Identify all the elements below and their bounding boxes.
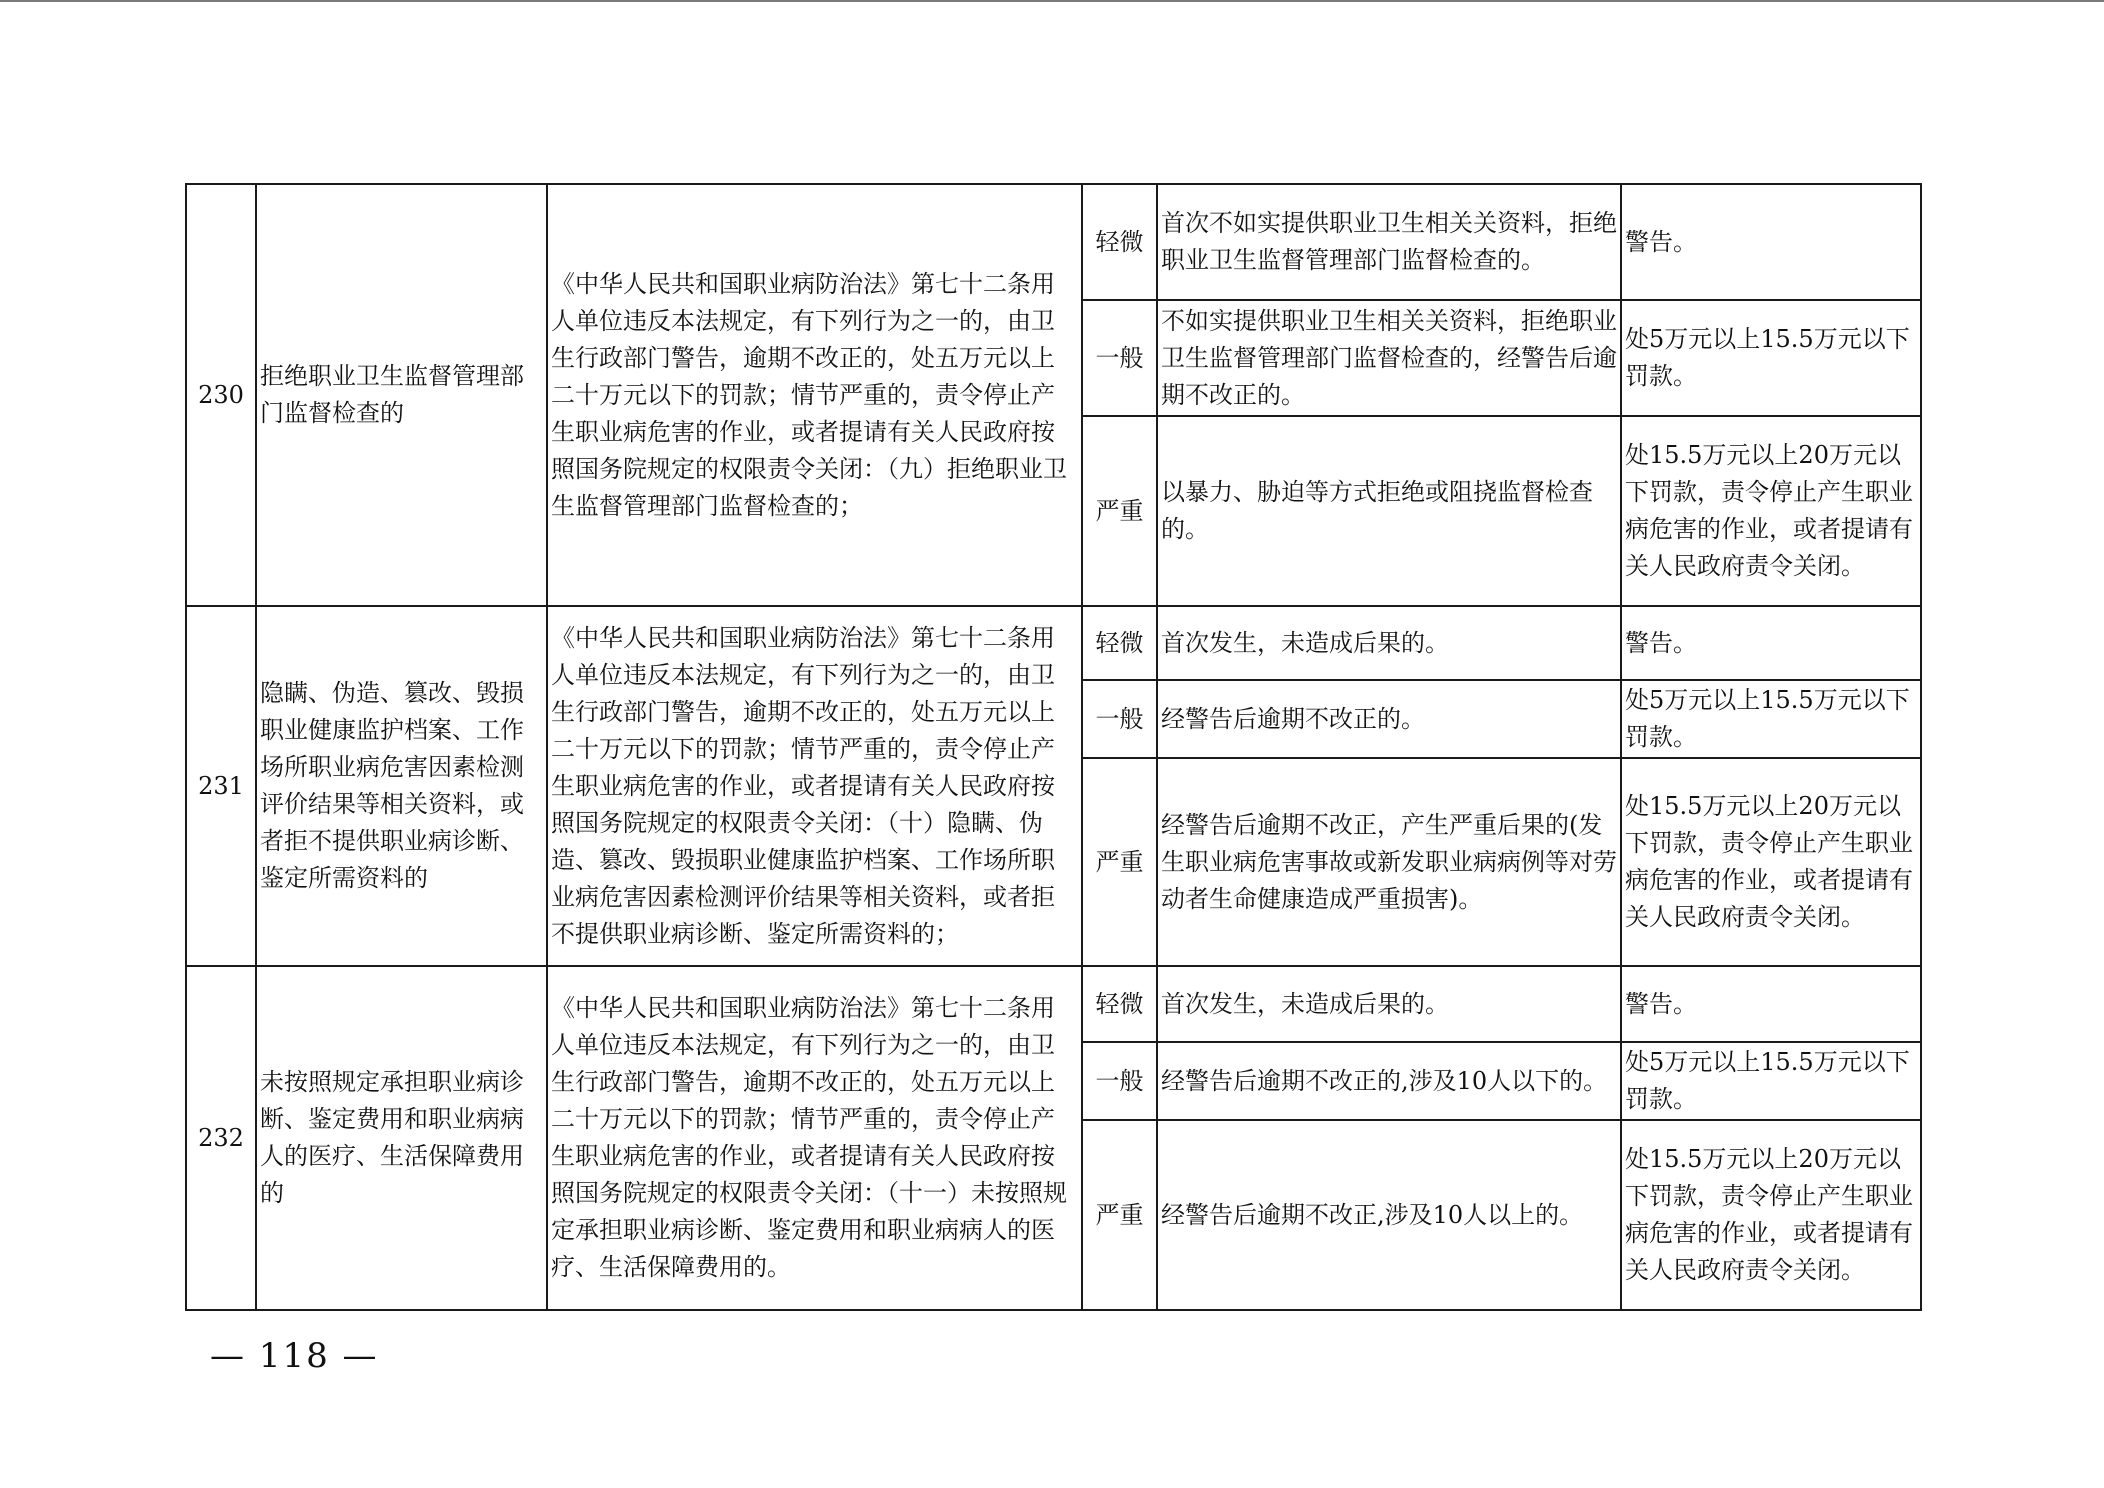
penalty-cell: 处5万元以上15.5万元以下罚款。	[1621, 1042, 1921, 1120]
page-number-value: 118	[258, 1336, 330, 1376]
penalty-cell: 处15.5万元以上20万元以下罚款，责令停止产生职业病危害的作业，或者提请有关人民政府责令关闭。	[1621, 416, 1921, 606]
legal-basis-cell: 《中华人民共和国职业病防治法》第七十二条用人单位违反本法规定，有下列行为之一的，由卫生行政部门警告，逾期不改正的，处五万元以上二十万元以下的罚款；情节严重的，责令停止产生职业病危害的作业，或者提请有关人民政府按照国务院规定的权限责令关闭：（九）拒绝职业卫生监督管理部门监督检查的；	[547, 184, 1082, 606]
table-row	[186, 184, 1921, 300]
circumstance-cell: 经警告后逾期不改正的,涉及10人以下的。	[1157, 1042, 1621, 1120]
penalty-cell: 警告。	[1621, 184, 1921, 300]
penalty-cell: 处5万元以上15.5万元以下罚款。	[1621, 680, 1921, 758]
severity-level: 轻微	[1082, 606, 1157, 680]
severity-level: 轻微	[1082, 966, 1157, 1042]
severity-level: 一般	[1082, 1042, 1157, 1120]
top-border-line	[0, 0, 2104, 2]
violation-cell: 隐瞒、伪造、篡改、毁损职业健康监护档案、工作场所职业病危害因素检测评价结果等相关资料，或者拒不提供职业病诊断、鉴定所需资料的	[256, 606, 547, 966]
circumstance-cell: 经警告后逾期不改正，产生严重后果的(发生职业病危害事故或新发职业病病例等对劳动者生命健康造成严重损害)。	[1157, 758, 1621, 966]
penalty-cell: 处15.5万元以上20万元以下罚款，责令停止产生职业病危害的作业，或者提请有关人民政府责令关闭。	[1621, 758, 1921, 966]
page-number-dash-right: —	[342, 1336, 379, 1376]
penalty-cell: 警告。	[1621, 966, 1921, 1042]
severity-level: 严重	[1082, 416, 1157, 606]
severity-level: 严重	[1082, 1120, 1157, 1310]
penalty-cell: 警告。	[1621, 606, 1921, 680]
circumstance-cell: 不如实提供职业卫生相关关资料，拒绝职业卫生监督管理部门监督检查的，经警告后逾期不改正的。	[1157, 300, 1621, 416]
item-number: 230	[186, 184, 256, 606]
severity-level: 轻微	[1082, 184, 1157, 300]
legal-basis-cell: 《中华人民共和国职业病防治法》第七十二条用人单位违反本法规定，有下列行为之一的，由卫生行政部门警告，逾期不改正的，处五万元以上二十万元以下的罚款；情节严重的，责令停止产生职业病危害的作业，或者提请有关人民政府按照国务院规定的权限责令关闭：（十）隐瞒、伪造、篡改、毁损职业健康监护档案、工作场所职业病危害因素检测评价结果等相关资料，或者拒不提供职业病诊断、鉴定所需资料的；	[547, 606, 1082, 966]
violation-cell: 拒绝职业卫生监督管理部门监督检查的	[256, 184, 547, 606]
penalty-cell: 处15.5万元以上20万元以下罚款，责令停止产生职业病危害的作业，或者提请有关人民政府责令关闭。	[1621, 1120, 1921, 1310]
circumstance-cell: 首次发生，未造成后果的。	[1157, 966, 1621, 1042]
penalty-cell: 处5万元以上15.5万元以下罚款。	[1621, 300, 1921, 416]
violation-cell: 未按照规定承担职业病诊断、鉴定费用和职业病病人的医疗、生活保障费用的	[256, 966, 547, 1310]
page-number	[210, 1336, 379, 1376]
severity-level: 一般	[1082, 680, 1157, 758]
circumstance-cell: 首次发生，未造成后果的。	[1157, 606, 1621, 680]
item-number: 232	[186, 966, 256, 1310]
severity-level: 一般	[1082, 300, 1157, 416]
item-number: 231	[186, 606, 256, 966]
table-row	[186, 606, 1921, 680]
circumstance-cell: 经警告后逾期不改正的。	[1157, 680, 1621, 758]
circumstance-cell: 以暴力、胁迫等方式拒绝或阻挠监督检查的。	[1157, 416, 1621, 606]
table-row	[186, 966, 1921, 1042]
severity-level: 严重	[1082, 758, 1157, 966]
page-number-dash-left: —	[210, 1336, 246, 1376]
penalty-standards-table	[185, 183, 1922, 1311]
legal-basis-cell: 《中华人民共和国职业病防治法》第七十二条用人单位违反本法规定，有下列行为之一的，由卫生行政部门警告，逾期不改正的，处五万元以上二十万元以下的罚款；情节严重的，责令停止产生职业病危害的作业，或者提请有关人民政府按照国务院规定的权限责令关闭：（十一）未按照规定承担职业病诊断、鉴定费用和职业病病人的医疗、生活保障费用的。	[547, 966, 1082, 1310]
circumstance-cell: 经警告后逾期不改正,涉及10人以上的。	[1157, 1120, 1621, 1310]
circumstance-cell: 首次不如实提供职业卫生相关关资料，拒绝职业卫生监督管理部门监督检查的。	[1157, 184, 1621, 300]
